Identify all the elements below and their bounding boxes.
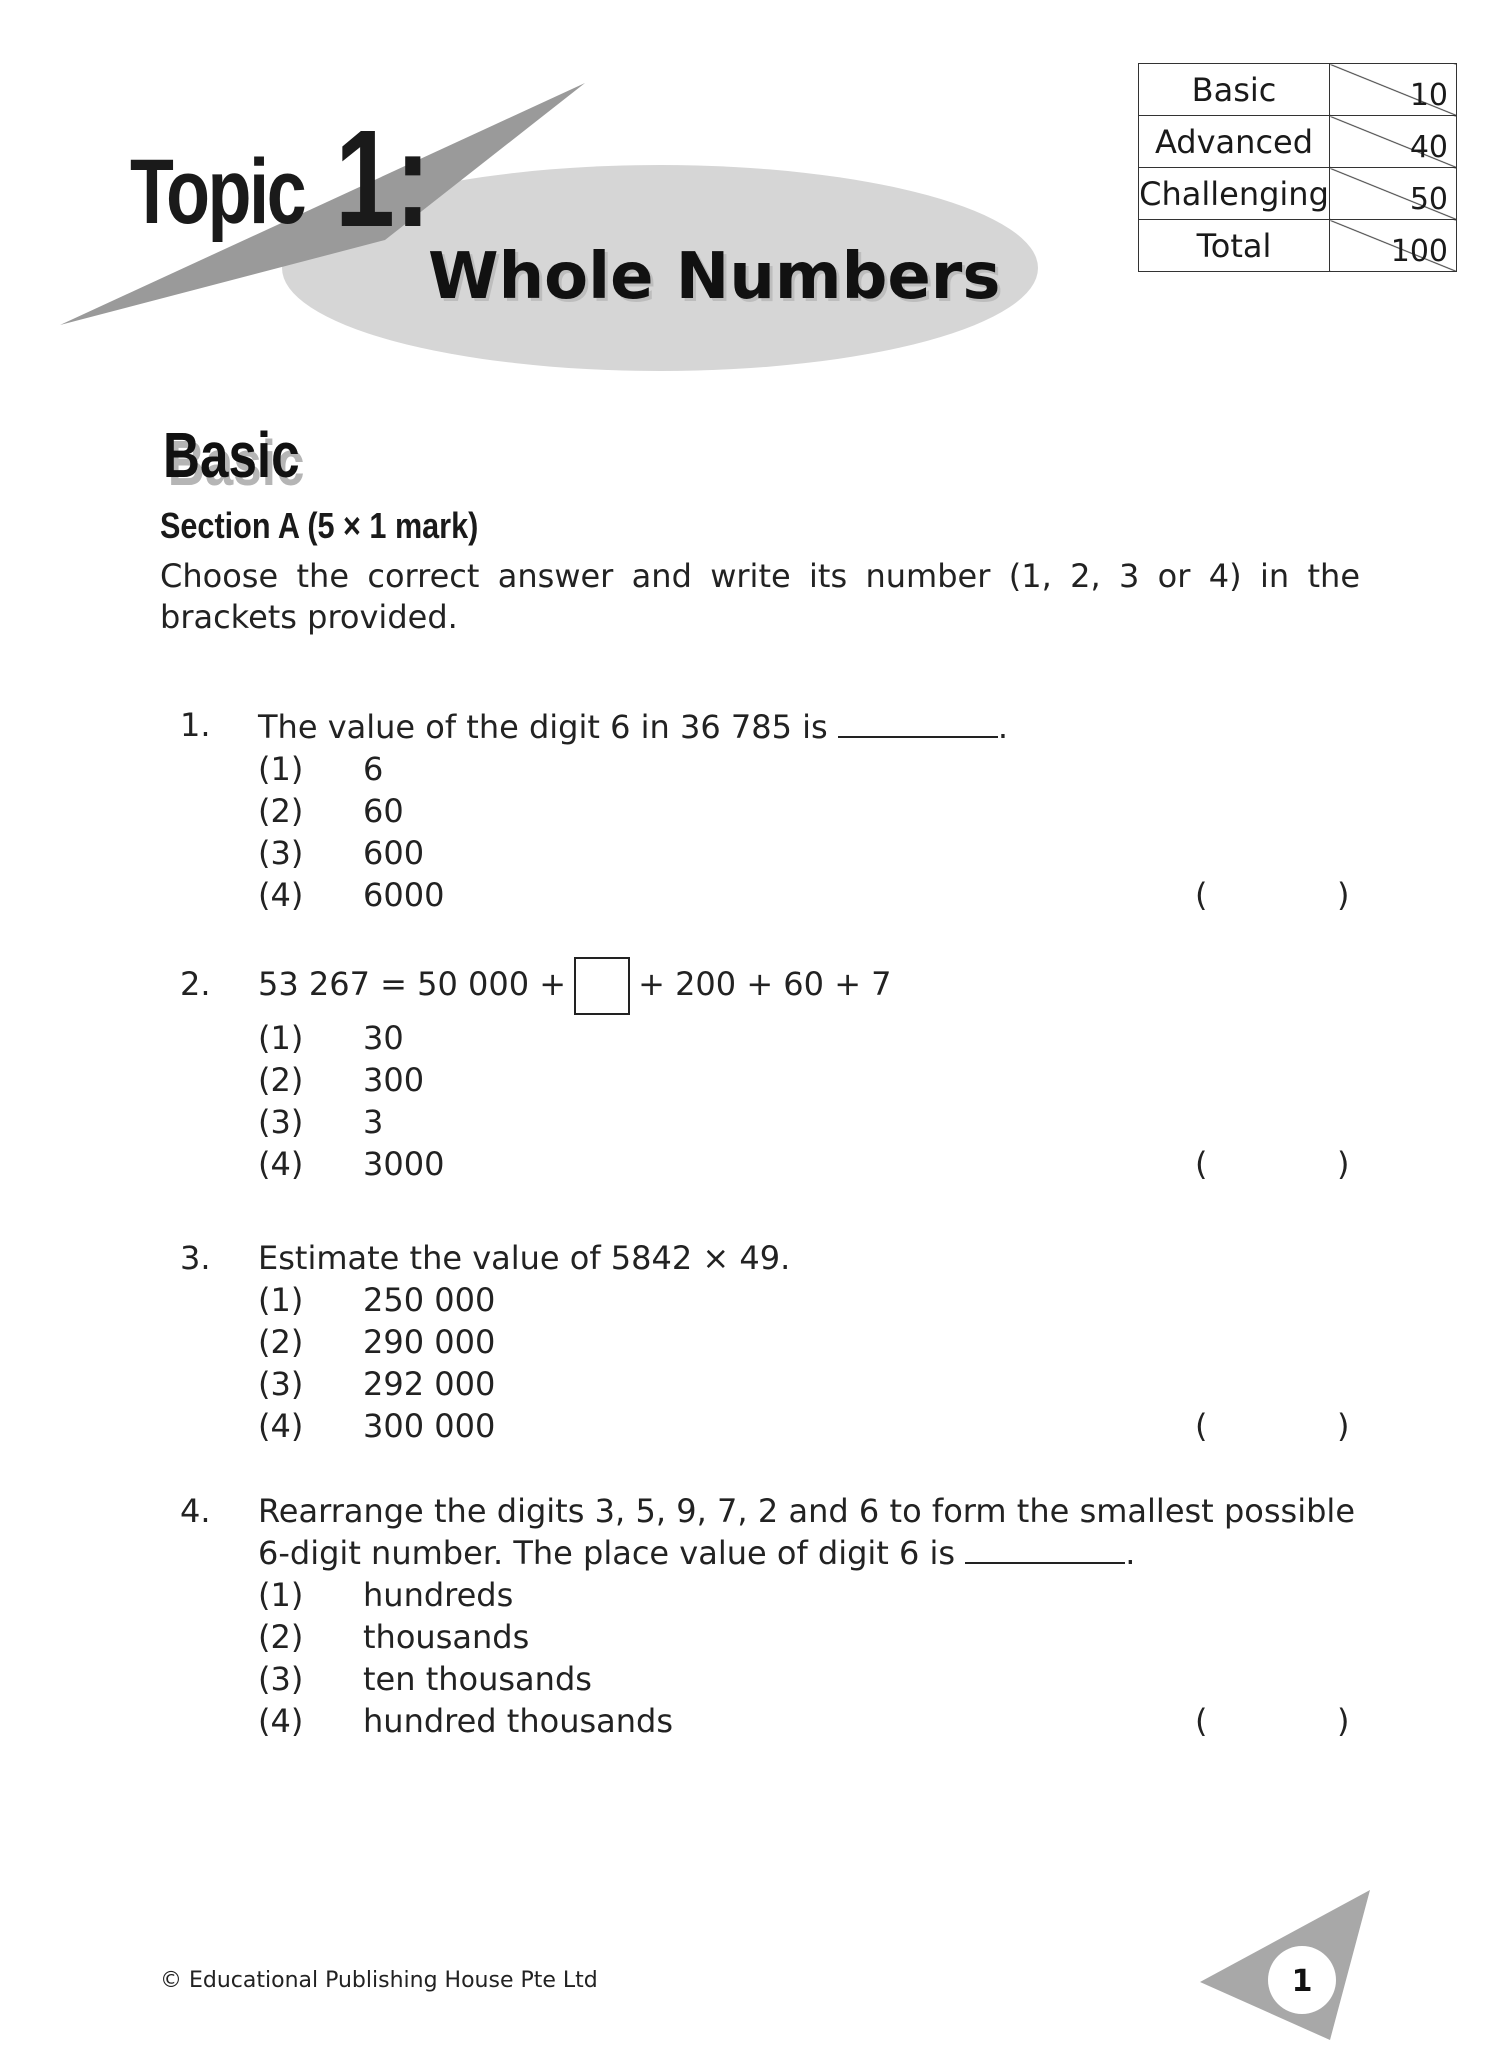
answer-blank[interactable] bbox=[965, 1532, 1125, 1564]
question-text bbox=[258, 706, 1358, 748]
question-text bbox=[258, 955, 1358, 1015]
score-label: Challenging bbox=[1139, 168, 1330, 220]
section-instructions: Choose the correct answer and write its number (1, 2, 3 or 4) in the brackets provided. bbox=[160, 557, 1360, 636]
option-text: 250 000 bbox=[363, 1281, 496, 1319]
option-text: thousands bbox=[363, 1618, 530, 1656]
score-label: Advanced bbox=[1139, 116, 1330, 168]
option-label: (2) bbox=[258, 1323, 304, 1361]
question-number: 4. bbox=[180, 1492, 211, 1530]
question-text-part: 53 267 = 50 000 + bbox=[258, 965, 567, 1003]
option-text: hundreds bbox=[363, 1576, 514, 1614]
score-row bbox=[1139, 116, 1457, 168]
question-text-part: 6-digit number. The place value of digit 6 is bbox=[258, 1534, 966, 1572]
option-text: 292 000 bbox=[363, 1365, 496, 1403]
option-label: (1) bbox=[258, 1281, 304, 1319]
question-number: 3. bbox=[180, 1239, 211, 1277]
option-label: (4) bbox=[258, 1407, 304, 1445]
option-text: 6 bbox=[363, 750, 384, 788]
option-label: (1) bbox=[258, 1576, 304, 1614]
question-number: 2. bbox=[180, 965, 211, 1003]
topic-title: Whole Numbers bbox=[428, 240, 1001, 314]
answer-bracket-open[interactable]: ( bbox=[1195, 1702, 1208, 1740]
score-max: 100 bbox=[1390, 234, 1448, 269]
question-text-part: The value of the digit 6 in 36 785 is bbox=[258, 708, 838, 746]
answer-bracket-open[interactable]: ( bbox=[1195, 876, 1208, 914]
question-text-part: + 200 + 60 + 7 bbox=[638, 965, 892, 1003]
answer-bracket-open[interactable]: ( bbox=[1195, 1145, 1208, 1183]
score-cell[interactable] bbox=[1330, 116, 1457, 168]
option-label: (2) bbox=[258, 792, 304, 830]
answer-bracket-close: ) bbox=[1337, 1145, 1350, 1183]
answer-bracket-close: ) bbox=[1337, 1407, 1350, 1445]
score-cell[interactable] bbox=[1330, 168, 1457, 220]
option-text: 600 bbox=[363, 834, 425, 872]
option-label: (4) bbox=[258, 1702, 304, 1740]
score-label: Basic bbox=[1139, 64, 1330, 116]
answer-bracket-close: ) bbox=[1337, 876, 1350, 914]
page-number-badge bbox=[1200, 1890, 1380, 2040]
option-text: hundred thousands bbox=[363, 1702, 674, 1740]
option-label: (2) bbox=[258, 1061, 304, 1099]
question-text-line: Rearrange the digits 3, 5, 9, 7, 2 and 6 to form the smallest possible bbox=[258, 1492, 1355, 1530]
answer-bracket-close: ) bbox=[1337, 1702, 1350, 1740]
option-label: (2) bbox=[258, 1618, 304, 1656]
topic-number: 1: bbox=[335, 102, 431, 256]
score-max: 50 bbox=[1409, 182, 1448, 217]
question-text-part: . bbox=[997, 708, 1009, 746]
score-label: Total bbox=[1139, 220, 1330, 272]
section-title: Section A (5 × 1 mark) bbox=[160, 505, 479, 546]
option-label: (4) bbox=[258, 876, 304, 914]
option-label: (1) bbox=[258, 750, 304, 788]
score-cell[interactable] bbox=[1330, 220, 1457, 272]
option-text: 300 000 bbox=[363, 1407, 496, 1445]
copyright-text: © Educational Publishing House Pte Ltd bbox=[160, 1968, 598, 1993]
level-heading: Basic bbox=[163, 419, 300, 491]
page-number-triangle bbox=[1200, 1890, 1380, 2040]
option-text: 3 bbox=[363, 1103, 384, 1141]
option-text: 30 bbox=[363, 1019, 404, 1057]
score-row bbox=[1139, 220, 1457, 272]
score-max: 40 bbox=[1409, 130, 1448, 165]
option-label: (3) bbox=[258, 1365, 304, 1403]
option-text: 300 bbox=[363, 1061, 425, 1099]
option-label: (3) bbox=[258, 834, 304, 872]
option-label: (1) bbox=[258, 1019, 304, 1057]
option-text: 6000 bbox=[363, 876, 445, 914]
question-text-line bbox=[258, 1532, 1358, 1574]
option-text: 60 bbox=[363, 792, 404, 830]
score-row bbox=[1139, 64, 1457, 116]
option-text: 290 000 bbox=[363, 1323, 496, 1361]
question-number: 1. bbox=[180, 706, 211, 744]
answer-bracket-open[interactable]: ( bbox=[1195, 1407, 1208, 1445]
score-row bbox=[1139, 168, 1457, 220]
option-text: ten thousands bbox=[363, 1660, 592, 1698]
option-text: 3000 bbox=[363, 1145, 445, 1183]
score-table bbox=[1138, 63, 1457, 272]
option-label: (4) bbox=[258, 1145, 304, 1183]
score-max: 10 bbox=[1409, 78, 1448, 113]
answer-box[interactable] bbox=[574, 957, 630, 1015]
answer-blank[interactable] bbox=[838, 706, 998, 738]
question-text: Estimate the value of 5842 × 49. bbox=[258, 1239, 791, 1277]
option-label: (3) bbox=[258, 1103, 304, 1141]
option-label: (3) bbox=[258, 1660, 304, 1698]
question-text-part: . bbox=[1125, 1534, 1136, 1572]
question-text bbox=[258, 1490, 1358, 1574]
page-number: 1 bbox=[1291, 1964, 1313, 1999]
topic-label: Topic bbox=[130, 141, 305, 243]
score-cell[interactable] bbox=[1330, 64, 1457, 116]
